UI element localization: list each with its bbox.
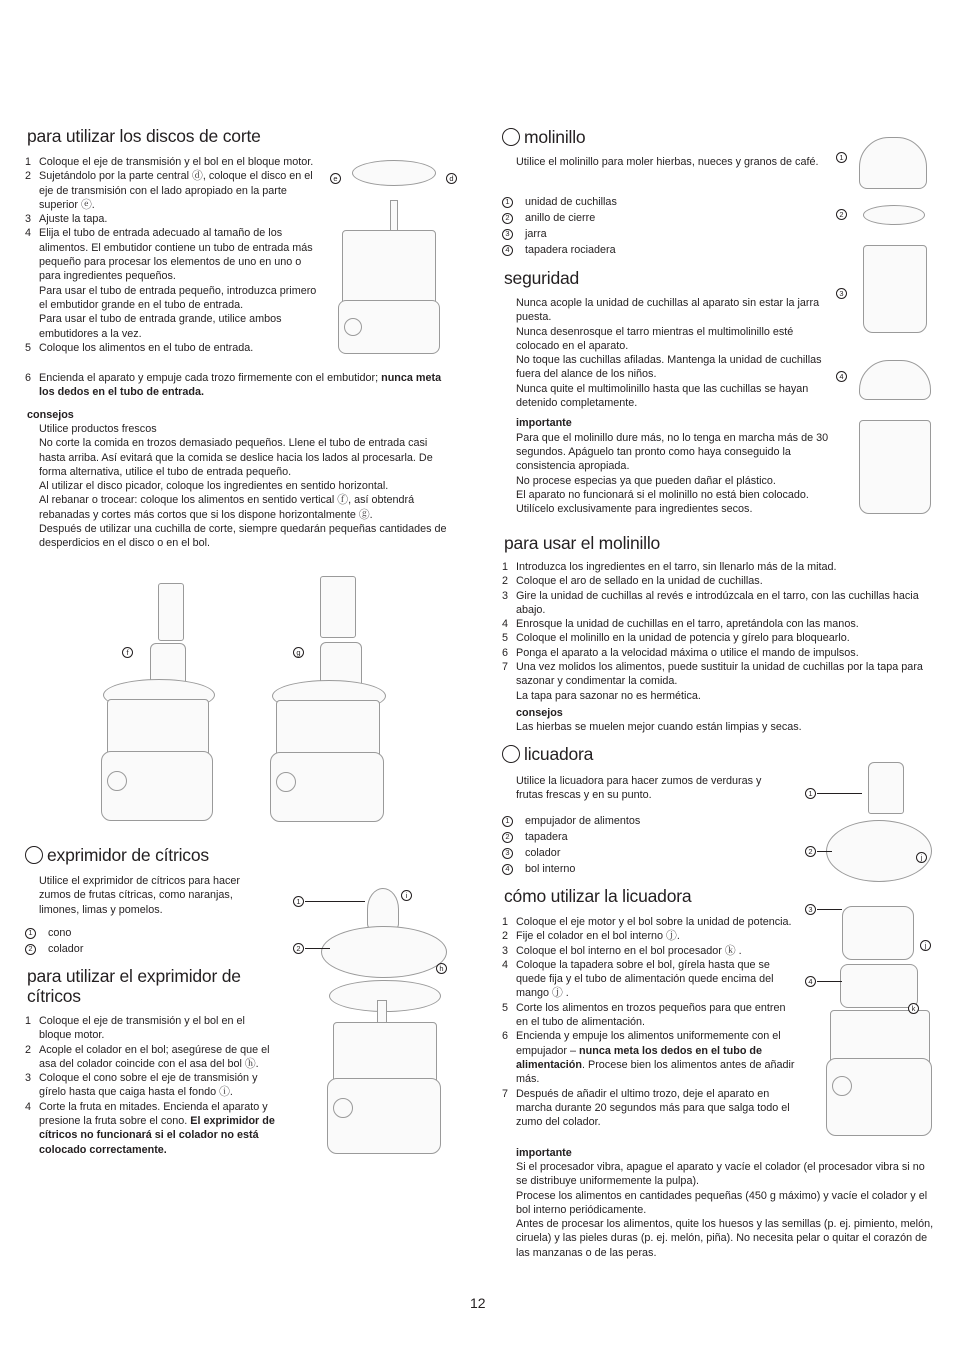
list-item: 2 colador (25, 941, 83, 957)
molinillo-consejos-label: consejos (516, 707, 563, 719)
callout-i: i (401, 890, 412, 901)
exprimidor-title: exprimidor de cítricos (47, 845, 209, 865)
molinillo-title: molinillo (524, 127, 586, 147)
callout-3: 3 (805, 904, 816, 915)
licuadora-title: licuadora (524, 744, 594, 764)
list-item: 7 Después de añadir el ultimo trozo, deje el aparato en marcha durante 20 segundos más para que salga todo el zumo del colador. (502, 1087, 790, 1129)
licuadora-heading (502, 744, 593, 764)
callout-2: 2 (293, 943, 304, 954)
discos-consejos-label: consejos (27, 409, 74, 421)
list-item: 3 colador (502, 845, 640, 861)
licuadora-importante-label: importante (516, 1147, 572, 1159)
callout-g: g (293, 647, 304, 658)
discos-steps (25, 155, 325, 355)
list-item: 1 Coloque el eje de transmisión y el bol en el bloque motor. (25, 1015, 245, 1042)
molinillo-heading (502, 127, 585, 147)
usar-licuadora-title: cómo utilizar la licuadora (504, 886, 692, 906)
slicing-disc-shape (352, 160, 436, 186)
list-item: 4 Coloque la tapadera sobre el bol, gírela hasta que se quede fija y el tubo de alimentación quede encima del mango ⓙ . (502, 958, 774, 1000)
usar-licuadora-steps (502, 915, 797, 1129)
exprimidor-intro: Utilice el exprimidor de cítricos para hacer zumos de frutas cítricas, como naranjas, limones, limas y pomelos. (39, 875, 241, 916)
list-item: 5 Coloque el molinillo en la unidad de potencia y gírelo para bloquearlo. (502, 632, 850, 645)
list-item: 1 Coloque el eje motor y el bol sobre la unidad de potencia. (502, 916, 792, 928)
processor-vertical-illustration (95, 575, 225, 825)
section-circle-icon (25, 846, 43, 864)
list-item: 2 tapadera (502, 829, 640, 845)
food-pusher-shape (868, 762, 904, 814)
page-number: 12 (470, 1295, 486, 1311)
exprimidor-parts (25, 925, 83, 957)
mill-parts-illustration (855, 135, 935, 520)
discos-title: para utilizar los discos de corte (27, 126, 261, 146)
list-item: 4 Enrosque la unidad de cuchillas en el tarro, apretándola con las manos. (502, 618, 859, 631)
callout-1: 1 (293, 896, 304, 907)
licuadora-parts (502, 813, 640, 877)
callout-k: k (908, 1003, 919, 1014)
motor-base-shape (826, 1058, 932, 1136)
list-item: 6 Encienda el aparato y empuje cada trozo firmemente con el embutidor; nunca meta los dedos en el tubo de entrada. (25, 372, 442, 399)
list-item: 1 unidad de cuchillas (502, 194, 617, 210)
list-item: 4 tapadera rociadera (502, 242, 617, 258)
processor-disc-illustration (330, 150, 458, 360)
leader-line (817, 981, 842, 982)
sealing-ring-shape (863, 205, 925, 225)
callout-3: 3 (836, 288, 847, 299)
list-item: 2 Coloque el aro de sellado en la unidad de cuchillas. (502, 575, 763, 588)
list-item: 1 cono (25, 925, 83, 941)
list-item: 3 Ajuste la tapa. (25, 213, 108, 226)
callout-2: 2 (836, 209, 847, 220)
list-item: 1 empujador de alimentos (502, 813, 640, 829)
discos-consejos: Utilice productos frescos No corte la comida en trozos demasiado pequeños. Llene el tubo de entrada casi hasta arriba. Así evitará que la comida se deslice hacia los lados al procesarla. De forma alternativa, utilice el tubo de entrada pequeño. Al utilizar el disco picador, coloque los ingredientes en sentido horizontal. Al rebanar o trocear: coloque los alimentos en sentido vertical ⓕ, así obtendrá rebanadas y cortes más cortos que si los dispone horizontalmente ⓖ. Después de utilizar una cuchilla de corte, siempre quedarán pequeñas cantidades de desperdicios en el disco o en el bol. (39, 423, 447, 550)
usar-molinillo-title: para usar el molinillo (504, 533, 661, 553)
list-item: 4 bol interno (502, 861, 640, 877)
list-item: 5 Corte los alimentos en trozos pequeños para que entren en el tubo de alimentación. (502, 1001, 786, 1029)
list-item: 3 Coloque el cono sobre el eje de transmisión y gírelo hasta que caiga hasta el fondo ⓘ. (25, 1072, 258, 1099)
cone-shape (367, 888, 399, 930)
leader-line (817, 793, 862, 794)
discos-step6 (25, 371, 453, 400)
molinillo-parts (502, 194, 617, 258)
speed-knob-icon (832, 1076, 852, 1096)
list-item: 6 Encienda y empuje los alimentos uniformemente con el empujador – nunca meta los dedos en el tubo de alimentación. Procese bien los alimentos antes de añadir más. (502, 1030, 795, 1086)
jar-shape (863, 245, 927, 333)
callout-j: j (920, 940, 931, 951)
usar-molinillo-steps (502, 560, 930, 703)
speed-knob-icon (333, 1098, 353, 1118)
leader-line (305, 901, 365, 902)
section-circle-icon (502, 128, 520, 146)
sieve-shape (321, 926, 447, 978)
list-item: 5 Coloque los alimentos en el tubo de entrada. (25, 341, 254, 354)
sprinkler-lid-shape (859, 360, 931, 400)
leader-line (305, 948, 330, 949)
filter-basket-shape (842, 906, 914, 960)
callout-1: 1 (805, 788, 816, 799)
leader-line (817, 851, 832, 852)
list-item: 3 Coloque el bol interno en el bol procesador ⓚ . (502, 944, 742, 957)
callout-j: j (916, 852, 927, 863)
lid-shape (826, 820, 932, 882)
licuadora-intro: Utilice la licuadora para hacer zumos de verduras y frutas frescas y en su punto. (516, 775, 762, 802)
callout-f: f (122, 647, 133, 658)
list-item: 6 Ponga el aparato a la velocidad máxima o utilice el mando de impulsos. (502, 646, 859, 659)
callout-d: d (446, 173, 457, 184)
citrus-juicer-illustration (315, 882, 455, 1157)
molinillo-intro: Utilice el molinillo para moler hierbas, nueces y granos de café. (516, 156, 819, 168)
speed-knob-icon (107, 771, 127, 791)
molinillo-consejos-text: Las hierbas se muelen mejor cuando están limpias y secas. (516, 721, 802, 733)
callout-4: 4 (805, 976, 816, 987)
list-item: 7 Una vez molidos los alimentos, puede sustituir la unidad de cuchillas por la tapa para sazonar y condimentar la comida. La tapa para sazonar no es hermética. (502, 661, 923, 702)
list-item: 3 jarra (502, 226, 617, 242)
list-item: 1 Coloque el eje de transmisión y el bol en el bloque motor. (25, 156, 314, 168)
callout-4: 4 (836, 371, 847, 382)
list-item: 2 Sujetándolo por la parte central ⓓ, coloque el disco en el eje de transmisión con el lado apropiado en la parte superior ⓔ. (25, 170, 313, 211)
callout-2: 2 (805, 846, 816, 857)
list-item: 4 Corte la fruta en mitades. Encienda el aparato y presione la fruta sobre el cono. El exprimidor de cítricos no funcionará si el colador no está colocado correctamente. (25, 1100, 275, 1156)
list-item: 1 Introduzca los ingredientes en el tarro, sin llenarlo más de la mitad. (502, 561, 837, 573)
list-item: 4 Elija el tubo de entrada adecuado al tamaño de los alimentos. El embutidor contiene un tubo de entrada más pequeño para procesar los elementos de uno en uno o para ingredientes pequeños. Para usar el tubo de entrada pequeño, introduzca primero el embutidor grande en el tubo de entrada. Para usar el tubo de entrada grande, utilice ambos embutidores a la vez. (25, 227, 317, 340)
list-item: 2 Fije el colador en el bol interno ⓙ. (502, 930, 680, 943)
blade-unit-shape (859, 137, 927, 189)
pusher-shape (320, 576, 356, 638)
pusher-shape (158, 583, 184, 641)
usar-exprimidor-steps (25, 1014, 280, 1157)
speed-knob-icon (344, 318, 362, 336)
licuadora-importante: Si el procesador vibra, apague el aparato y vacíe el colador (el procesador vibra si no se distribuye uniformemente la pulpa). Procese los alimentos en cantidades pequeñas (450 g máximo) y vacíe el colador y el bol interno periódicamente. Antes de procesar los alimentos, quite los huesos y las semillas (p. ej. pimiento, melón, ciruela) y las pieles duras (p. ej. melón, piña). No necesita pelar o quitar el corazón de las manzanas o de las peras. (516, 1161, 934, 1259)
processor-horizontal-illustration (268, 570, 398, 825)
callout-h: h (436, 963, 447, 974)
seguridad-title: seguridad (504, 268, 580, 288)
exprimidor-heading (25, 845, 209, 865)
usar-exprimidor-title: para utilizar el exprimidor de cítricos (27, 966, 241, 1006)
speed-knob-icon (276, 772, 296, 792)
callout-1: 1 (836, 152, 847, 163)
list-item: 2 Acople el colador en el bol; asegúrese de que el asa del colador coincide con el asa del bol ⓗ. (25, 1043, 270, 1070)
list-item: 2 anillo de cierre (502, 210, 617, 226)
list-item: 3 Gire la unidad de cuchillas al revés e introdúzcala en el tarro, con las cuchillas hacia abajo. (502, 589, 919, 616)
leader-line (817, 909, 842, 910)
inner-bowl-shape (840, 964, 918, 1008)
seguridad-lines: Nunca acople la unidad de cuchillas al aparato sin estar la jarra puesta. Nunca desenrosque el tarro mientras el multimolinillo esté colocado en el aparato. No toque las cuchillas afiladas. Mantenga la unidad de cuchillas fuera del alance de los niños. Nunca quite el multimolinillo hasta que las cuchillas se hayan detenido completamente. importante Para que el molinillo dure más, no lo tenga en marcha más de 30 segundos. Apáguelo tan pronto como haya conseguido la consistencia apropiada. No procese especias ya que pueden dañar el plástico. El aparato no funcionará si el molinillo no está bien colocado. Utilícelo exclusivamente para ingredientes secos. (516, 297, 829, 516)
assembled-mill-shape (859, 420, 931, 514)
section-circle-icon (502, 745, 520, 763)
callout-e: e (330, 173, 341, 184)
